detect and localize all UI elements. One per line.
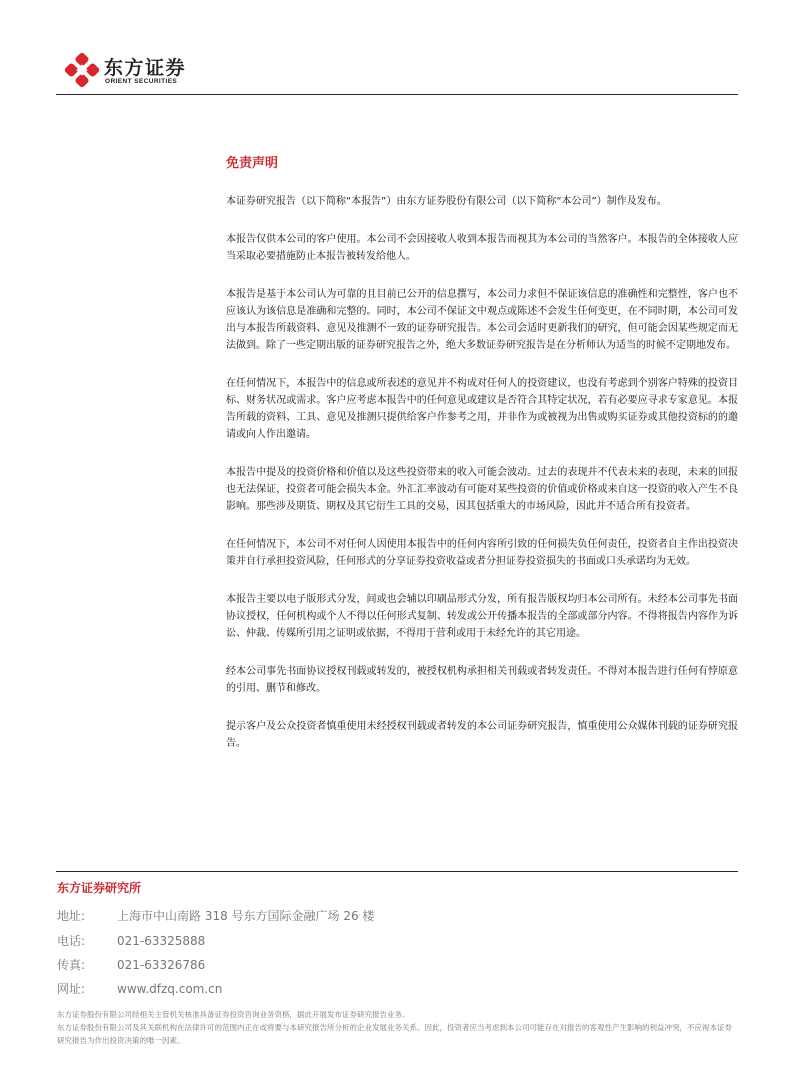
disclaimer-paragraph: 本报告中提及的投资价格和价值以及这些投资带来的收入可能会波动。过去的表现并不代表未来的表现，未来的回报也无法保证，投资者可能会损失本金。外汇汇率波动有可能对某些投资的价值或价格或来自这一投资的收入产生不良影响。那些涉及期货、期权及其它衍生工具的交易，因其包括重大的市场风险，因此并不适合所有投资者。 <box>226 467 738 512</box>
fax-row <box>57 956 205 974</box>
website-row <box>57 980 222 998</box>
disclaimer-paragraph: 本报告仅供本公司的客户使用。本公司不会因接收人收到本报告而视其为本公司的当然客户。本报告的全体接收人应当采取必要措施防止本报告被转发给他人。 <box>226 234 738 262</box>
address-row <box>57 907 374 925</box>
orient-logo-icon <box>64 52 100 88</box>
company-logo <box>64 50 204 90</box>
disclaimer-paragraph: 本报告主要以电子版形式分发，间或也会辅以印刷品形式分发，所有报告版权均归本公司所有。未经本公司事先书面协议授权，任何机构或个人不得以任何形式复制、转发或公开传播本报告的全部或部分内容。不得将报告内容作为诉讼、仲裁、传媒所引用之证明或依据，不得用于营利或用于未经允许的其它用途。 <box>226 594 738 639</box>
research-institute-title: 东方证券研究所 <box>57 881 142 895</box>
disclaimer-section <box>226 155 738 773</box>
phone-row <box>57 932 205 950</box>
header-divider <box>56 94 738 95</box>
logo-text-english: ORIENT SECURITIES <box>105 78 178 85</box>
disclaimer-paragraph: 提示客户及公众投资者慎重使用未经授权刊载或者转发的本公司证券研究报告，慎重使用公众媒体刊载的证券研究报告。 <box>226 721 738 749</box>
footer-divider <box>56 871 738 872</box>
website-label: 网址: <box>57 982 86 996</box>
fax-value: 021-63326786 <box>117 958 206 972</box>
phone-label: 电话: <box>57 934 86 948</box>
disclaimer-paragraph: 经本公司事先书面协议授权刊载或转发的，被授权机构承担相关刊载或者转发责任。不得对本报告进行任何有悖原意的引用、删节和修改。 <box>226 666 738 694</box>
disclaimer-paragraph: 在任何情况下，本公司不对任何人因使用本报告中的任何内容所引致的任何损失负任何责任，投资者自主作出投资决策并自行承担投资风险，任何形式的分享证券投资收益或者分担证券投资损失的书面或口头承诺均为无效。 <box>226 539 738 567</box>
website-link[interactable]: www.dfzq.com.cn <box>117 982 223 996</box>
disclaimer-paragraph: 本报告是基于本公司认为可靠的且目前已公开的信息撰写，本公司力求但不保证该信息的准确性和完整性，客户也不应该认为该信息是准确和完整的。同时，本公司不保证文中观点或陈述不会发生任何变更，在不同时期，本公司可发出与本报告所载资料、意见及推测不一致的证券研究报告。本公司会适时更新我们的研究，但可能会因某些规定而无法做到。除了一些定期出版的证券研究报告之外，绝大多数证券研究报告是在分析师认为适当的时候不定期地发布。 <box>226 289 738 351</box>
conflict-of-interest-note: 东方证券股份有限公司及其关联机构在法律许可的范围内正在或将要与本研究报告所分析的企业发展业务关系。因此，投资者应当考虑到本公司可能存在对报告的客观性产生影响的利益冲突，不应视本证券研究报告为作出投资决策的唯一因素。 <box>57 1023 732 1045</box>
phone-value: 021-63325888 <box>117 934 206 948</box>
disclaimer-title: 免责声明 <box>226 156 279 171</box>
disclaimer-paragraph: 在任何情况下，本报告中的信息或所表述的意见并不构成对任何人的投资建议，也没有考虑到个别客户特殊的投资目标、财务状况或需求。客户应考虑本报告中的任何意见或建议是否符合其特定状况，若有必要应寻求专家意见。本报告所载的资料、工具、意见及推测只提供给客户作参考之用，并非作为或被视为出售或购买证券或其他投资标的的邀请或向人作出邀请。 <box>226 378 738 440</box>
logo-text-chinese: 东方证券 <box>104 57 187 79</box>
disclaimer-paragraph: 本证券研究报告（以下简称“本报告”）由东方证券股份有限公司（以下简称“本公司”）制作及发布。 <box>226 196 667 207</box>
address-label: 地址: <box>57 909 86 923</box>
qualification-note: 东方证券股份有限公司经相关主管机关核准具备证券投资咨询业务资格，据此开展发布证券研究报告业务。 <box>57 1010 410 1019</box>
address-value: 上海市中山南路 318 号东方国际金融广场 26 楼 <box>117 909 375 923</box>
fax-label: 传真: <box>57 958 86 972</box>
